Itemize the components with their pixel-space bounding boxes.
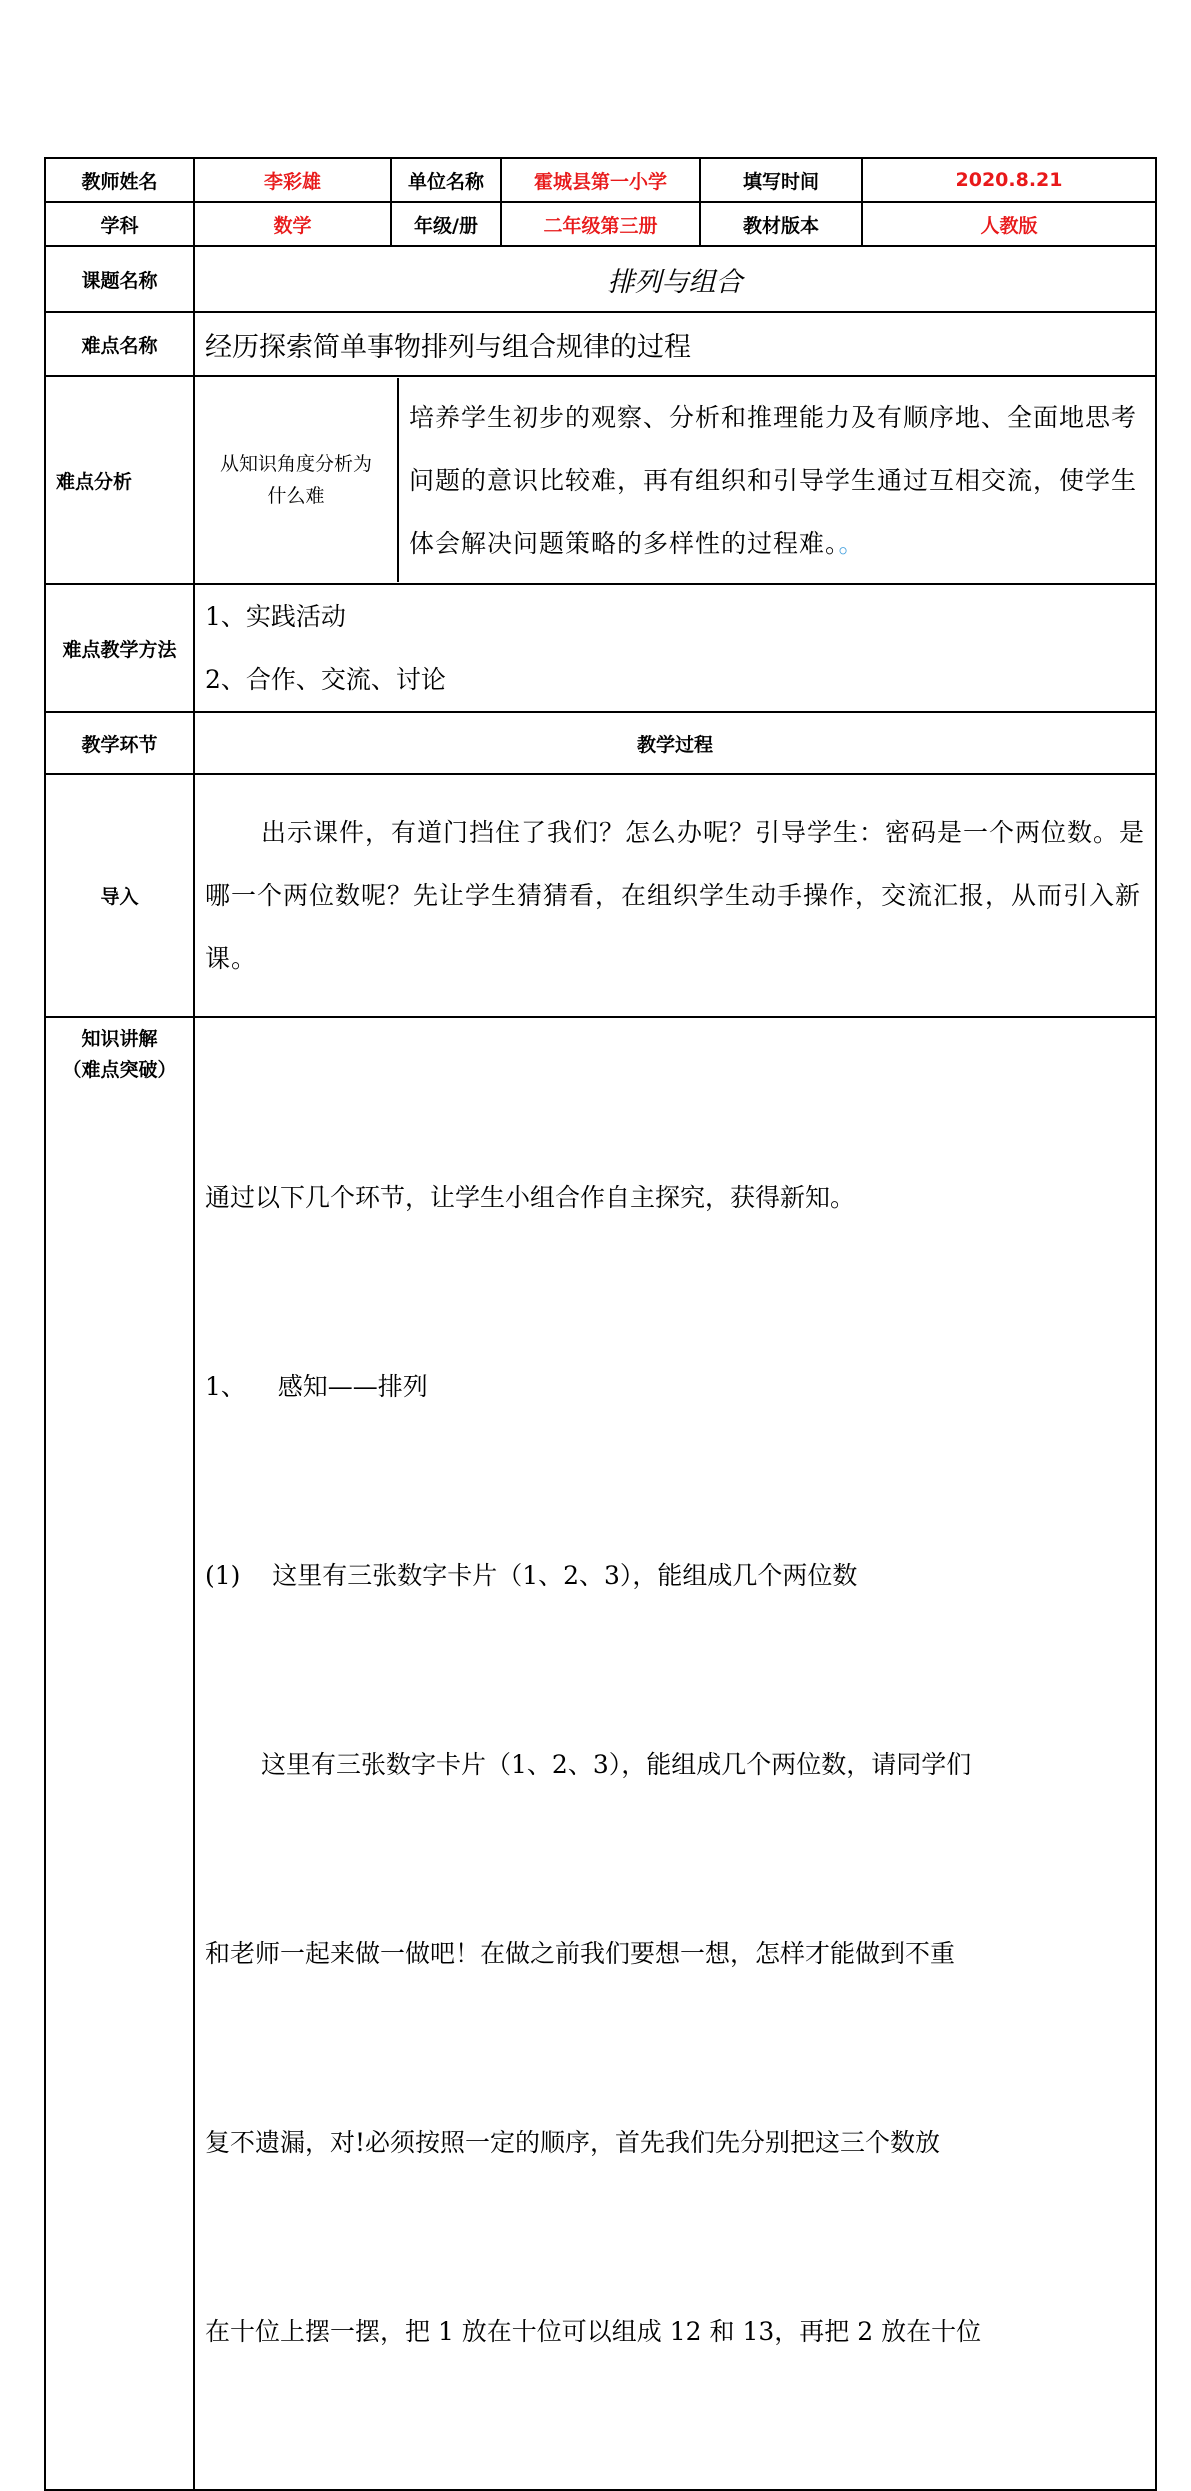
method-row	[45, 584, 1156, 712]
knowledge-row	[45, 1017, 1156, 2490]
header-row-2	[45, 202, 1156, 246]
analysis-sublabel-line-2: 什么难	[267, 485, 325, 507]
method-item-1: 1、实践活动	[205, 602, 346, 631]
analysis-sublabel	[195, 378, 399, 582]
subject-value: 数学	[194, 202, 391, 246]
knowledge-line-5: 和老师一起来做一做吧！在做之前我们要想一想，怎样才能做到不重	[205, 1939, 956, 1968]
knowledge-line-6: 复不遗漏，对!必须按照一定的顺序，首先我们先分别把这三个数放	[205, 2128, 941, 2157]
date-value: 2020.8.21	[862, 158, 1156, 202]
knowledge-line-1: 通过以下几个环节，让学生小组合作自主探究，获得新知。	[205, 1183, 856, 1212]
process-step-label: 教学环节	[45, 712, 194, 774]
topic-row	[45, 246, 1156, 312]
teacher-label: 教师姓名	[45, 158, 194, 202]
topic-label: 课题名称	[45, 246, 194, 312]
edition-label: 教材版本	[700, 202, 862, 246]
difficulty-row	[45, 312, 1156, 376]
unit-value: 霍城县第一小学	[501, 158, 700, 202]
process-header-row	[45, 712, 1156, 774]
teacher-value: 李彩雄	[194, 158, 391, 202]
method-item-2: 2、合作、交流、讨论	[205, 665, 446, 694]
knowledge-line-3: (1) 这里有三张数字卡片（1、2、3），能组成几个两位数	[205, 1561, 858, 1590]
difficulty-name: 经历探索简单事物排列与组合规律的过程	[194, 312, 1156, 376]
grade-label: 年级/册	[391, 202, 501, 246]
analysis-text: 培养学生初步的观察、分析和推理能力及有顺序地、全面地思考问题的意识比较难，再有组织和引导学生通过互相交流，使学生体会解决问题策略的多样性的过程难。	[409, 403, 1138, 558]
difficulty-label: 难点名称	[45, 312, 194, 376]
knowledge-line-4: 这里有三张数字卡片（1、2、3），能组成几个两位数，请同学们	[261, 1750, 972, 1779]
knowledge-label-line-1: 知识讲解	[81, 1028, 158, 1050]
subject-label: 学科	[45, 202, 194, 246]
unit-label: 单位名称	[391, 158, 501, 202]
method-list	[194, 584, 1156, 712]
intro-content	[194, 774, 1156, 1017]
knowledge-label-line-2: （难点突破）	[62, 1059, 177, 1081]
analysis-inner	[195, 378, 1155, 582]
lesson-plan-sheet	[44, 157, 1155, 2491]
process-title: 教学过程	[194, 712, 1156, 774]
method-label: 难点教学方法	[45, 584, 194, 712]
knowledge-line-2: 1、 感知——排列	[205, 1372, 428, 1401]
header-row-1	[45, 158, 1156, 202]
intro-row	[45, 774, 1156, 1017]
analysis-text-block	[399, 378, 1155, 582]
edition-value: 人教版	[862, 202, 1156, 246]
date-label: 填写时间	[700, 158, 862, 202]
knowledge-label	[45, 1017, 194, 2490]
topic-title: 排列与组合	[194, 246, 1156, 312]
analysis-sublabel-line-1: 从知识角度分析为	[219, 453, 372, 475]
knowledge-line-7: 在十位上摆一摆，把 1 放在十位可以组成 12 和 13，再把 2 放在十位	[205, 2317, 982, 2346]
intro-label: 导入	[45, 774, 194, 1017]
grade-value: 二年级第三册	[501, 202, 700, 246]
analysis-trailing-mark: 。	[838, 529, 865, 558]
intro-text: 出示课件，有道门挡住了我们？怎么办呢？引导学生：密码是一个两位数。是哪一个两位数呢？先让学生猜猜看，在组织学生动手操作，交流汇报，从而引入新课。	[205, 818, 1146, 973]
analysis-label: 难点分析	[45, 376, 194, 584]
analysis-row	[45, 376, 1156, 584]
knowledge-content	[194, 1017, 1156, 2490]
lesson-plan-table	[44, 157, 1157, 2491]
